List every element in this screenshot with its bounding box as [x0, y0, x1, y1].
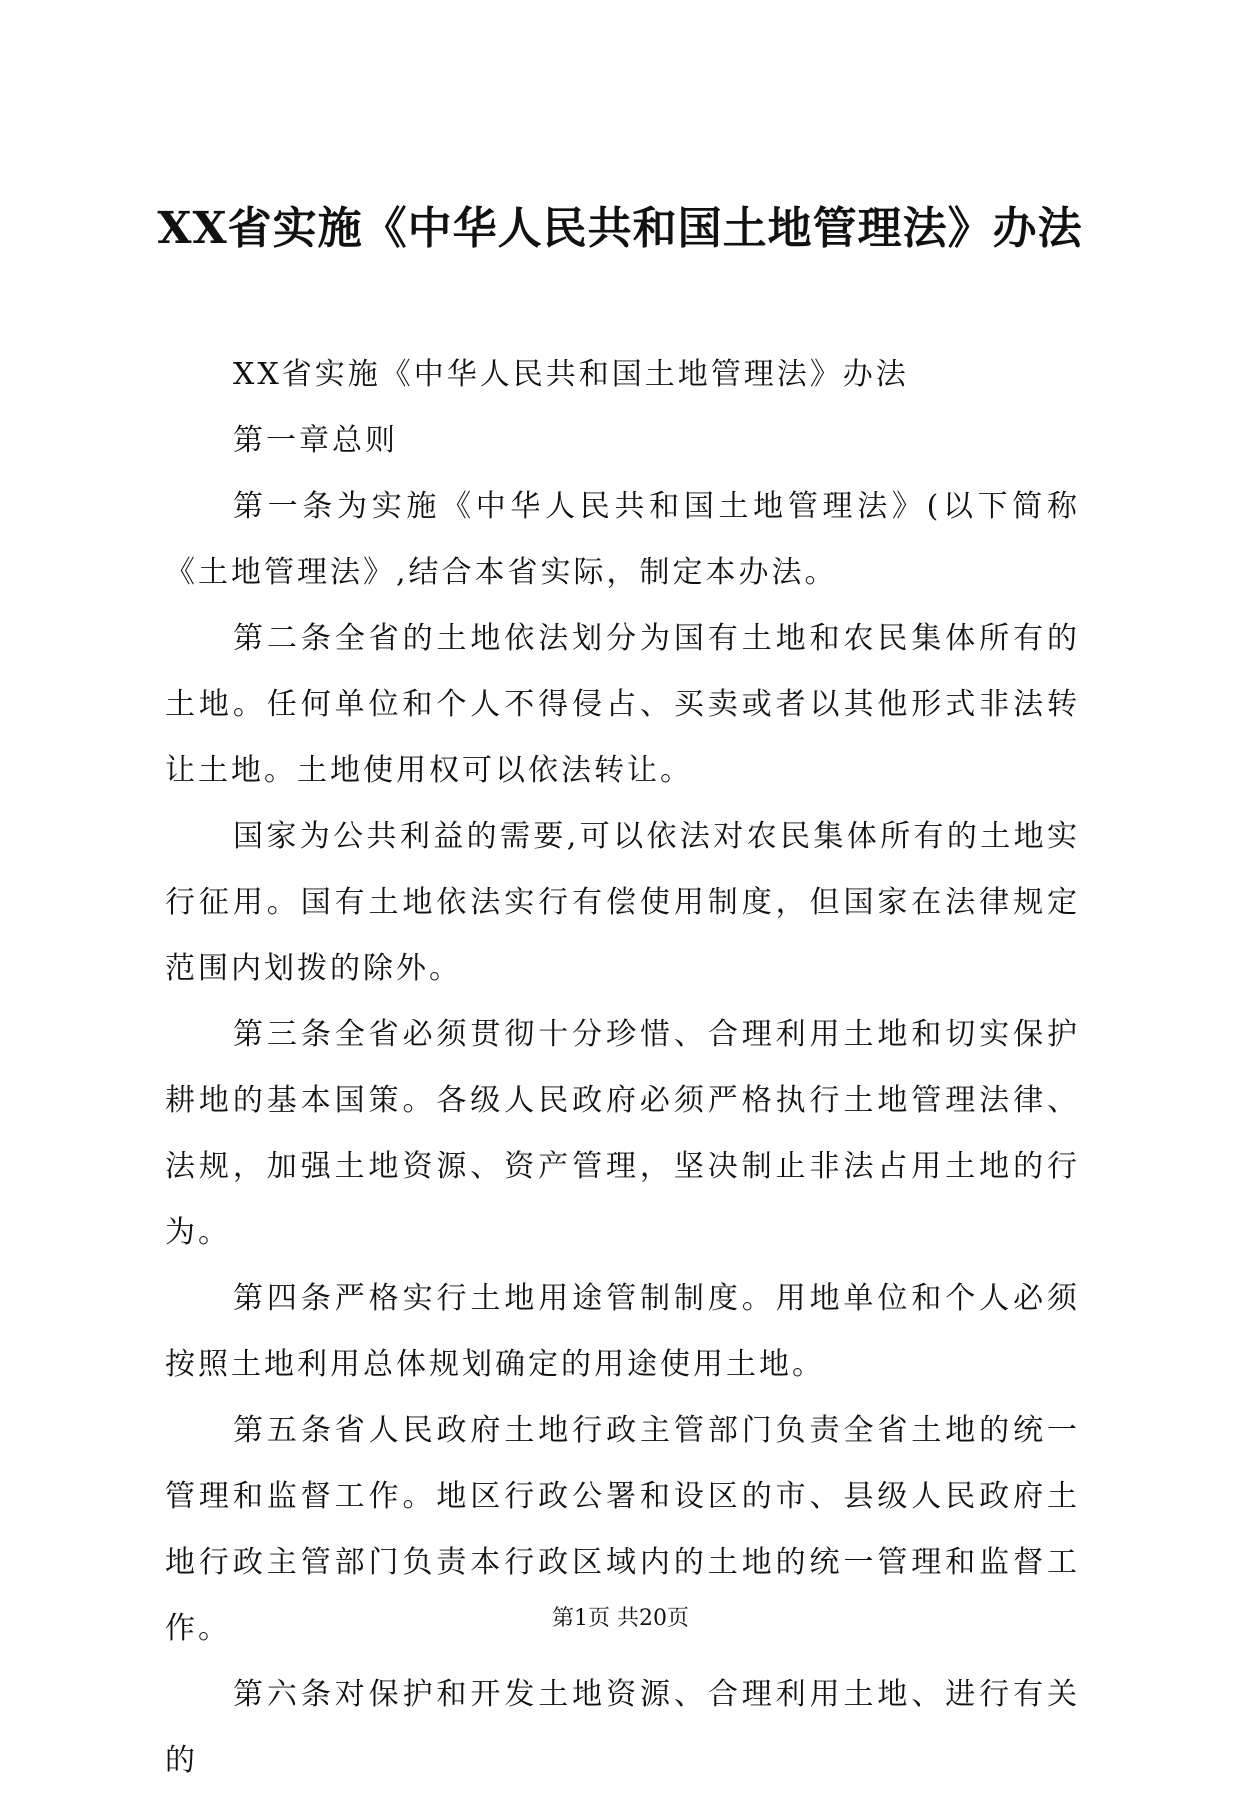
document-title: XX省实施《中华人民共和国土地管理法》办法: [157, 203, 1083, 254]
paragraph-article-1: 第一条为实施《中华人民共和国土地管理法》(以下简称《土地管理法》,结合本省实际，制定本办法。: [165, 489, 1080, 590]
paragraph-article-2-cont: 国家为公共利益的需要,可以依法对农民集体所有的土地实行征用。国有土地依法实行有偿使用制度，但国家在法律规定范围内划拨的除外。: [165, 819, 1080, 986]
document-body: [165, 342, 1080, 1794]
paragraph-article-6: 第六条对保护和开发土地资源、合理利用土地、进行有关的: [165, 1677, 1080, 1778]
paragraph-heading-repeat: XX省实施《中华人民共和国土地管理法》办法: [233, 357, 909, 392]
paragraph-article-4: 第四条严格实行土地用途管制制度。用地单位和个人必须按照土地利用总体规划确定的用途使用土地。: [165, 1281, 1080, 1382]
paragraph-article-3: 第三条全省必须贯彻十分珍惜、合理利用土地和切实保护耕地的基本国策。各级人民政府必须严格执行土地管理法律、法规，加强土地资源、资产管理，坚决制止非法占用土地的行为。: [165, 1017, 1080, 1250]
paragraph-article-5: 第五条省人民政府土地行政主管部门负责全省土地的统一管理和监督工作。地区行政公署和设区的市、县级人民政府土地行政主管部门负责本行政区域内的土地的统一管理和监督工作。: [165, 1413, 1080, 1646]
paragraph-chapter-title: 第一章总则: [233, 423, 398, 458]
paragraph-article-2: 第二条全省的土地依法划分为国有土地和农民集体所有的土地。任何单位和个人不得侵占、买卖或者以其他形式非法转让土地。土地使用权可以依法转让。: [165, 621, 1080, 788]
page-footer: 第1页 共20页: [552, 1606, 689, 1631]
